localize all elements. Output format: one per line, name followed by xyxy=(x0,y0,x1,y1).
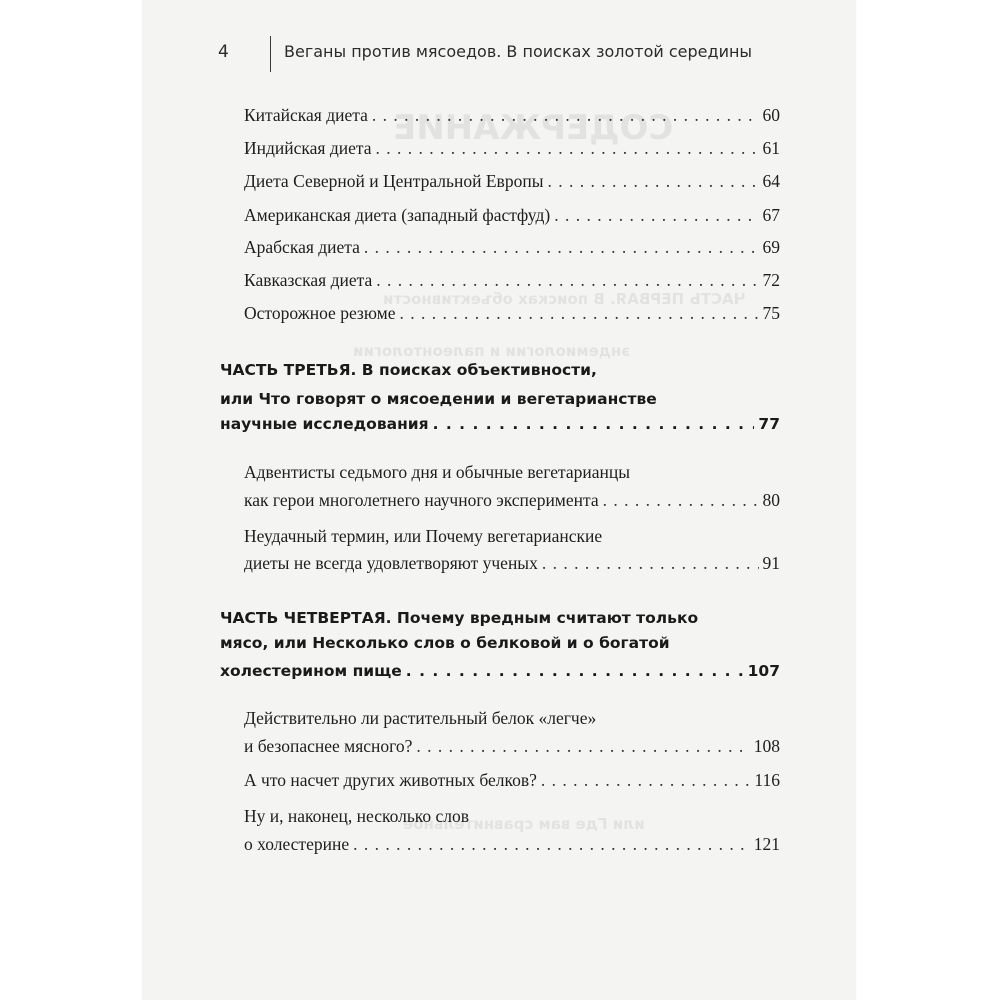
dot-leader xyxy=(353,834,750,855)
toc-entry-title: Индийская диета xyxy=(244,138,372,158)
toc-entry[interactable] xyxy=(244,553,780,581)
dot-leader xyxy=(603,490,759,511)
toc-entry-title-line: Действительно ли растительный белок «легче» xyxy=(244,708,597,728)
toc-entry-page: 64 xyxy=(762,171,780,191)
part-heading-line: ЧАСТЬ ТРЕТЬЯ. В поисках объективности, xyxy=(220,361,597,379)
toc-entry-page: 75 xyxy=(762,303,780,323)
book-page xyxy=(143,0,855,1000)
toc-entry[interactable] xyxy=(244,138,780,166)
dot-leader xyxy=(406,662,744,680)
toc-entry[interactable] xyxy=(244,834,780,862)
dot-leader xyxy=(542,553,759,574)
toc-entry-page: 80 xyxy=(762,490,780,510)
part-page: 107 xyxy=(747,662,780,680)
bleed-through-text: или Где вам сравнительное xyxy=(403,815,645,833)
dot-leader xyxy=(400,303,759,324)
dot-leader xyxy=(416,736,749,757)
toc-entry-title-line: Адвентисты седьмого дня и обычные вегетарианцы xyxy=(244,462,631,482)
toc-entry-page: 60 xyxy=(762,105,780,125)
bleed-through-text: эндемиологии и палеонтологии xyxy=(353,342,631,360)
toc-entry-title: Диета Северной и Центральной Европы xyxy=(244,171,544,191)
dot-leader xyxy=(547,171,758,192)
toc-entry-page: 108 xyxy=(753,736,780,756)
dot-leader xyxy=(372,105,759,126)
toc-entry-title: о холестерине xyxy=(244,834,350,854)
toc-entry-title-line: Неудачный термин, или Почему вегетарианские xyxy=(244,526,603,546)
part-heading-line: холестерином пище xyxy=(220,662,402,680)
toc-entry-title: Американская диета (западный фастфуд) xyxy=(244,205,551,225)
header-divider xyxy=(270,36,271,72)
toc-entry-title: как герои многолетнего научного эксперимента xyxy=(244,490,599,510)
part-heading-line: мясо, или Несколько слов о белковой и о богатой xyxy=(220,634,670,652)
running-header xyxy=(143,30,855,70)
toc-entry[interactable] xyxy=(244,490,780,518)
dot-leader xyxy=(376,270,758,291)
toc-entry-title: Арабская диета xyxy=(244,237,360,257)
bleed-through-text: ЧАСТЬ ПЕРВАЯ. В поисках объективности xyxy=(383,290,746,308)
toc-entry-title: Кавказская диета xyxy=(244,270,373,290)
dot-leader xyxy=(433,415,755,433)
dot-leader xyxy=(541,770,750,791)
toc-entry-title-line: Ну и, наконец, несколько слов xyxy=(244,806,470,826)
page-number: 4 xyxy=(218,42,229,62)
dot-leader xyxy=(364,237,759,258)
toc-entry-title: А что насчет других животных белков? xyxy=(244,770,537,790)
toc-entry[interactable] xyxy=(244,770,780,798)
part-page: 77 xyxy=(758,415,780,433)
toc-entry[interactable] xyxy=(244,105,780,133)
dot-leader xyxy=(376,138,759,159)
toc-entry-page: 61 xyxy=(762,138,780,158)
toc-entry-title: Китайская диета xyxy=(244,105,368,125)
part-heading-last-line xyxy=(220,662,780,690)
toc-entry-page: 67 xyxy=(762,205,780,225)
dot-leader xyxy=(554,205,758,226)
toc-entry-title: диеты не всегда удовлетворяют ученых xyxy=(244,553,538,573)
toc-entry[interactable] xyxy=(244,270,780,298)
toc-entry-page: 116 xyxy=(754,770,780,790)
toc-entry[interactable] xyxy=(244,736,780,764)
part-heading-line: научные исследования xyxy=(220,415,429,433)
toc-entry-page: 72 xyxy=(762,270,780,290)
part-heading-line: ЧАСТЬ ЧЕТВЕРТАЯ. Почему вредным считают только xyxy=(220,609,699,627)
toc-entry-title: и безопаснее мясного? xyxy=(244,736,413,756)
toc-entry-page: 91 xyxy=(762,553,780,573)
running-title: Веганы против мясоедов. В поисках золотой середины xyxy=(284,42,753,61)
toc-entry-page: 69 xyxy=(762,237,780,257)
toc-entry-title: Осторожное резюме xyxy=(244,303,396,323)
toc-entry[interactable] xyxy=(244,303,780,331)
toc-entry[interactable] xyxy=(244,205,780,233)
toc-entry[interactable] xyxy=(244,171,780,199)
part-heading-line: или Что говорят о мясоедении и вегетарианстве xyxy=(220,390,657,408)
toc-entry-page: 121 xyxy=(753,834,780,854)
part-heading-last-line xyxy=(220,415,780,443)
bleed-through-text: СОДЕРЖАНИЕ xyxy=(393,108,674,148)
toc-entry[interactable] xyxy=(244,237,780,265)
